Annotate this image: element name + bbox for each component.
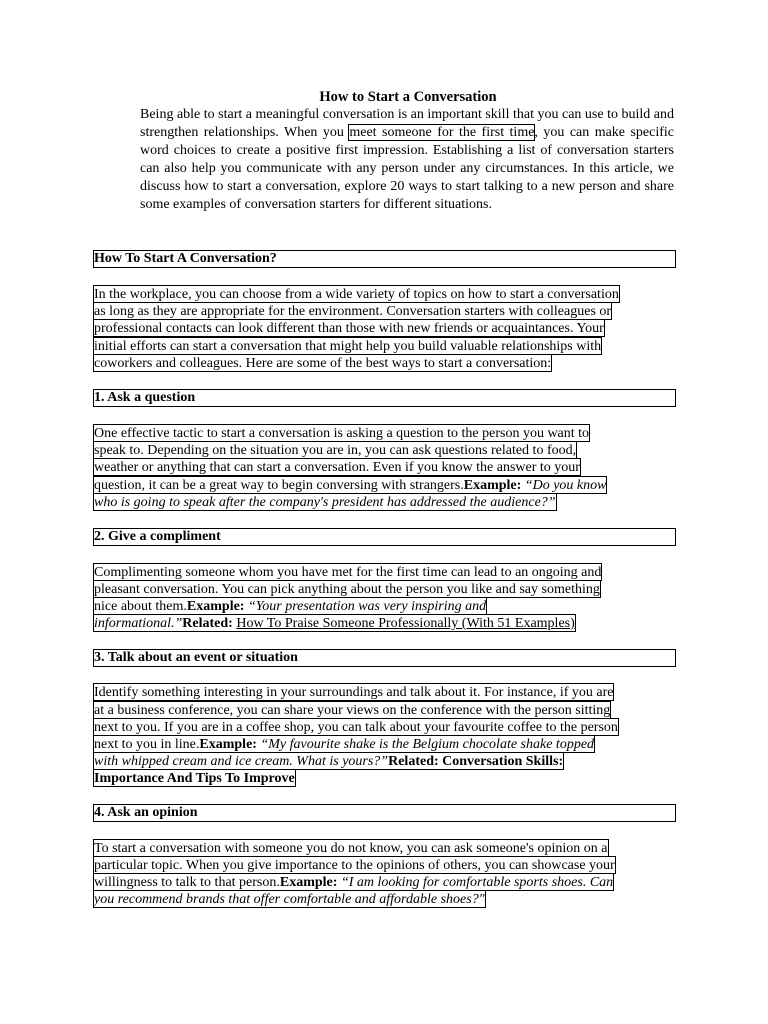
tip-text: willingness to talk to that person. <box>94 875 280 890</box>
related-label: Related: <box>182 616 233 631</box>
example-label: Example: <box>463 478 522 493</box>
example-quote: informational.” <box>94 616 183 631</box>
tip-line: next to you. If you are in a coffee shop, you can talk about your favourite coffee to the person <box>94 720 618 735</box>
example-quote: “My favourite shake is the Belgium chocolate shake topped <box>256 737 595 752</box>
tip-line <box>93 890 486 908</box>
example-label: Example: <box>279 875 338 890</box>
tip-line: To start a conversation with someone you do not know, you can ask someone's opinion on a <box>94 841 608 856</box>
intro-paragraph <box>140 106 674 215</box>
tip-text: next to you in line. <box>94 737 200 752</box>
tip-text: nice about them. <box>94 599 187 614</box>
tip-line <box>93 735 595 753</box>
tip-line <box>93 873 614 891</box>
example-quote: with whipped cream and ice cream. What is yours?” <box>94 754 389 769</box>
tip-line: particular topic. When you give importance to the opinions of others, you can showcase your <box>94 858 615 873</box>
related-link-conversation-skills[interactable]: Conversation Skills: <box>438 754 564 769</box>
workplace-line: professional contacts can look different than those with new friends or acquaintances. Your <box>94 321 604 336</box>
section-heading: How To Start A Conversation? <box>93 250 676 268</box>
intro-text-before: Being able to start a meaningful conversation is an important skill that you can use to build and strengthen relationships. When you <box>140 107 674 141</box>
tip-heading-opinion: 4. Ask an opinion <box>93 804 676 822</box>
example-quote: “Do you know <box>521 478 607 493</box>
related-link-praise[interactable]: How To Praise Someone Professionally (With 51 Examples) <box>236 616 575 631</box>
related-link-conversation-skills[interactable]: Importance And Tips To Improve <box>94 771 295 786</box>
tip-line <box>93 769 296 787</box>
tip-line <box>93 597 487 615</box>
related-label: Related: <box>388 754 439 769</box>
example-quote: “I am looking for comfortable sports shoes. Can <box>337 875 614 890</box>
tip-line: speak to. Depending on the situation you are in, you can ask questions related to food, <box>94 443 577 458</box>
example-quote: you recommend brands that offer comfortable and affordable shoes?" <box>94 892 485 907</box>
workplace-line: initial efforts can start a conversation that might help you build valuable relationships with <box>94 339 602 354</box>
tip-line <box>93 493 557 511</box>
tip-line <box>93 476 607 494</box>
tip-line: One effective tactic to start a conversation is asking a question to the person you want to <box>94 426 590 441</box>
document-title: How to Start a Conversation <box>319 89 497 105</box>
workplace-line: as long as they are appropriate for the environment. Conversation starters with colleagues or <box>94 304 612 319</box>
tip-heading-compliment: 2. Give a compliment <box>93 528 676 546</box>
workplace-line: coworkers and colleagues. Here are some of the best ways to start a conversation: <box>94 356 552 371</box>
example-quote: “Your presentation was very inspiring and <box>244 599 487 614</box>
tip-heading-event: 3. Talk about an event or situation <box>93 649 676 667</box>
intro-text-after: , you can make specific word choices to create a positive first impression. Establishing a list of conversation starters can also help you communicate with any person under any circumstances. In this article, we discuss how to start a conversation, explore 20 ways to start talking to a new person and share some examples of conversation starters for different situations. <box>140 125 674 213</box>
tip-line: Complimenting someone whom you have met for the first time can lead to an ongoing and <box>94 565 602 580</box>
tip-line: weather or anything that can start a conversation. Even if you know the answer to your <box>94 460 580 475</box>
tip-text: question, it can be a great way to begin conversing with strangers. <box>94 478 464 493</box>
example-label: Example: <box>199 737 257 752</box>
tip-line: at a business conference, you can share your views on the conference with the person sitting <box>94 703 611 718</box>
intro-link-first-time[interactable]: meet someone for the first time <box>349 125 535 141</box>
example-quote: who is going to speak after the company's president has addressed the audience?” <box>94 495 556 510</box>
workplace-line: In the workplace, you can choose from a wide variety of topics on how to start a conversation <box>94 287 619 302</box>
example-label: Example: <box>186 599 245 614</box>
tip-line: pleasant conversation. You can pick anything about the person you like and say something <box>94 582 600 597</box>
tip-heading-ask-question: 1. Ask a question <box>93 389 676 407</box>
tip-line <box>93 752 564 770</box>
tip-line <box>93 614 576 632</box>
tip-line: Identify something interesting in your surroundings and talk about it. For instance, if you are <box>94 685 614 700</box>
